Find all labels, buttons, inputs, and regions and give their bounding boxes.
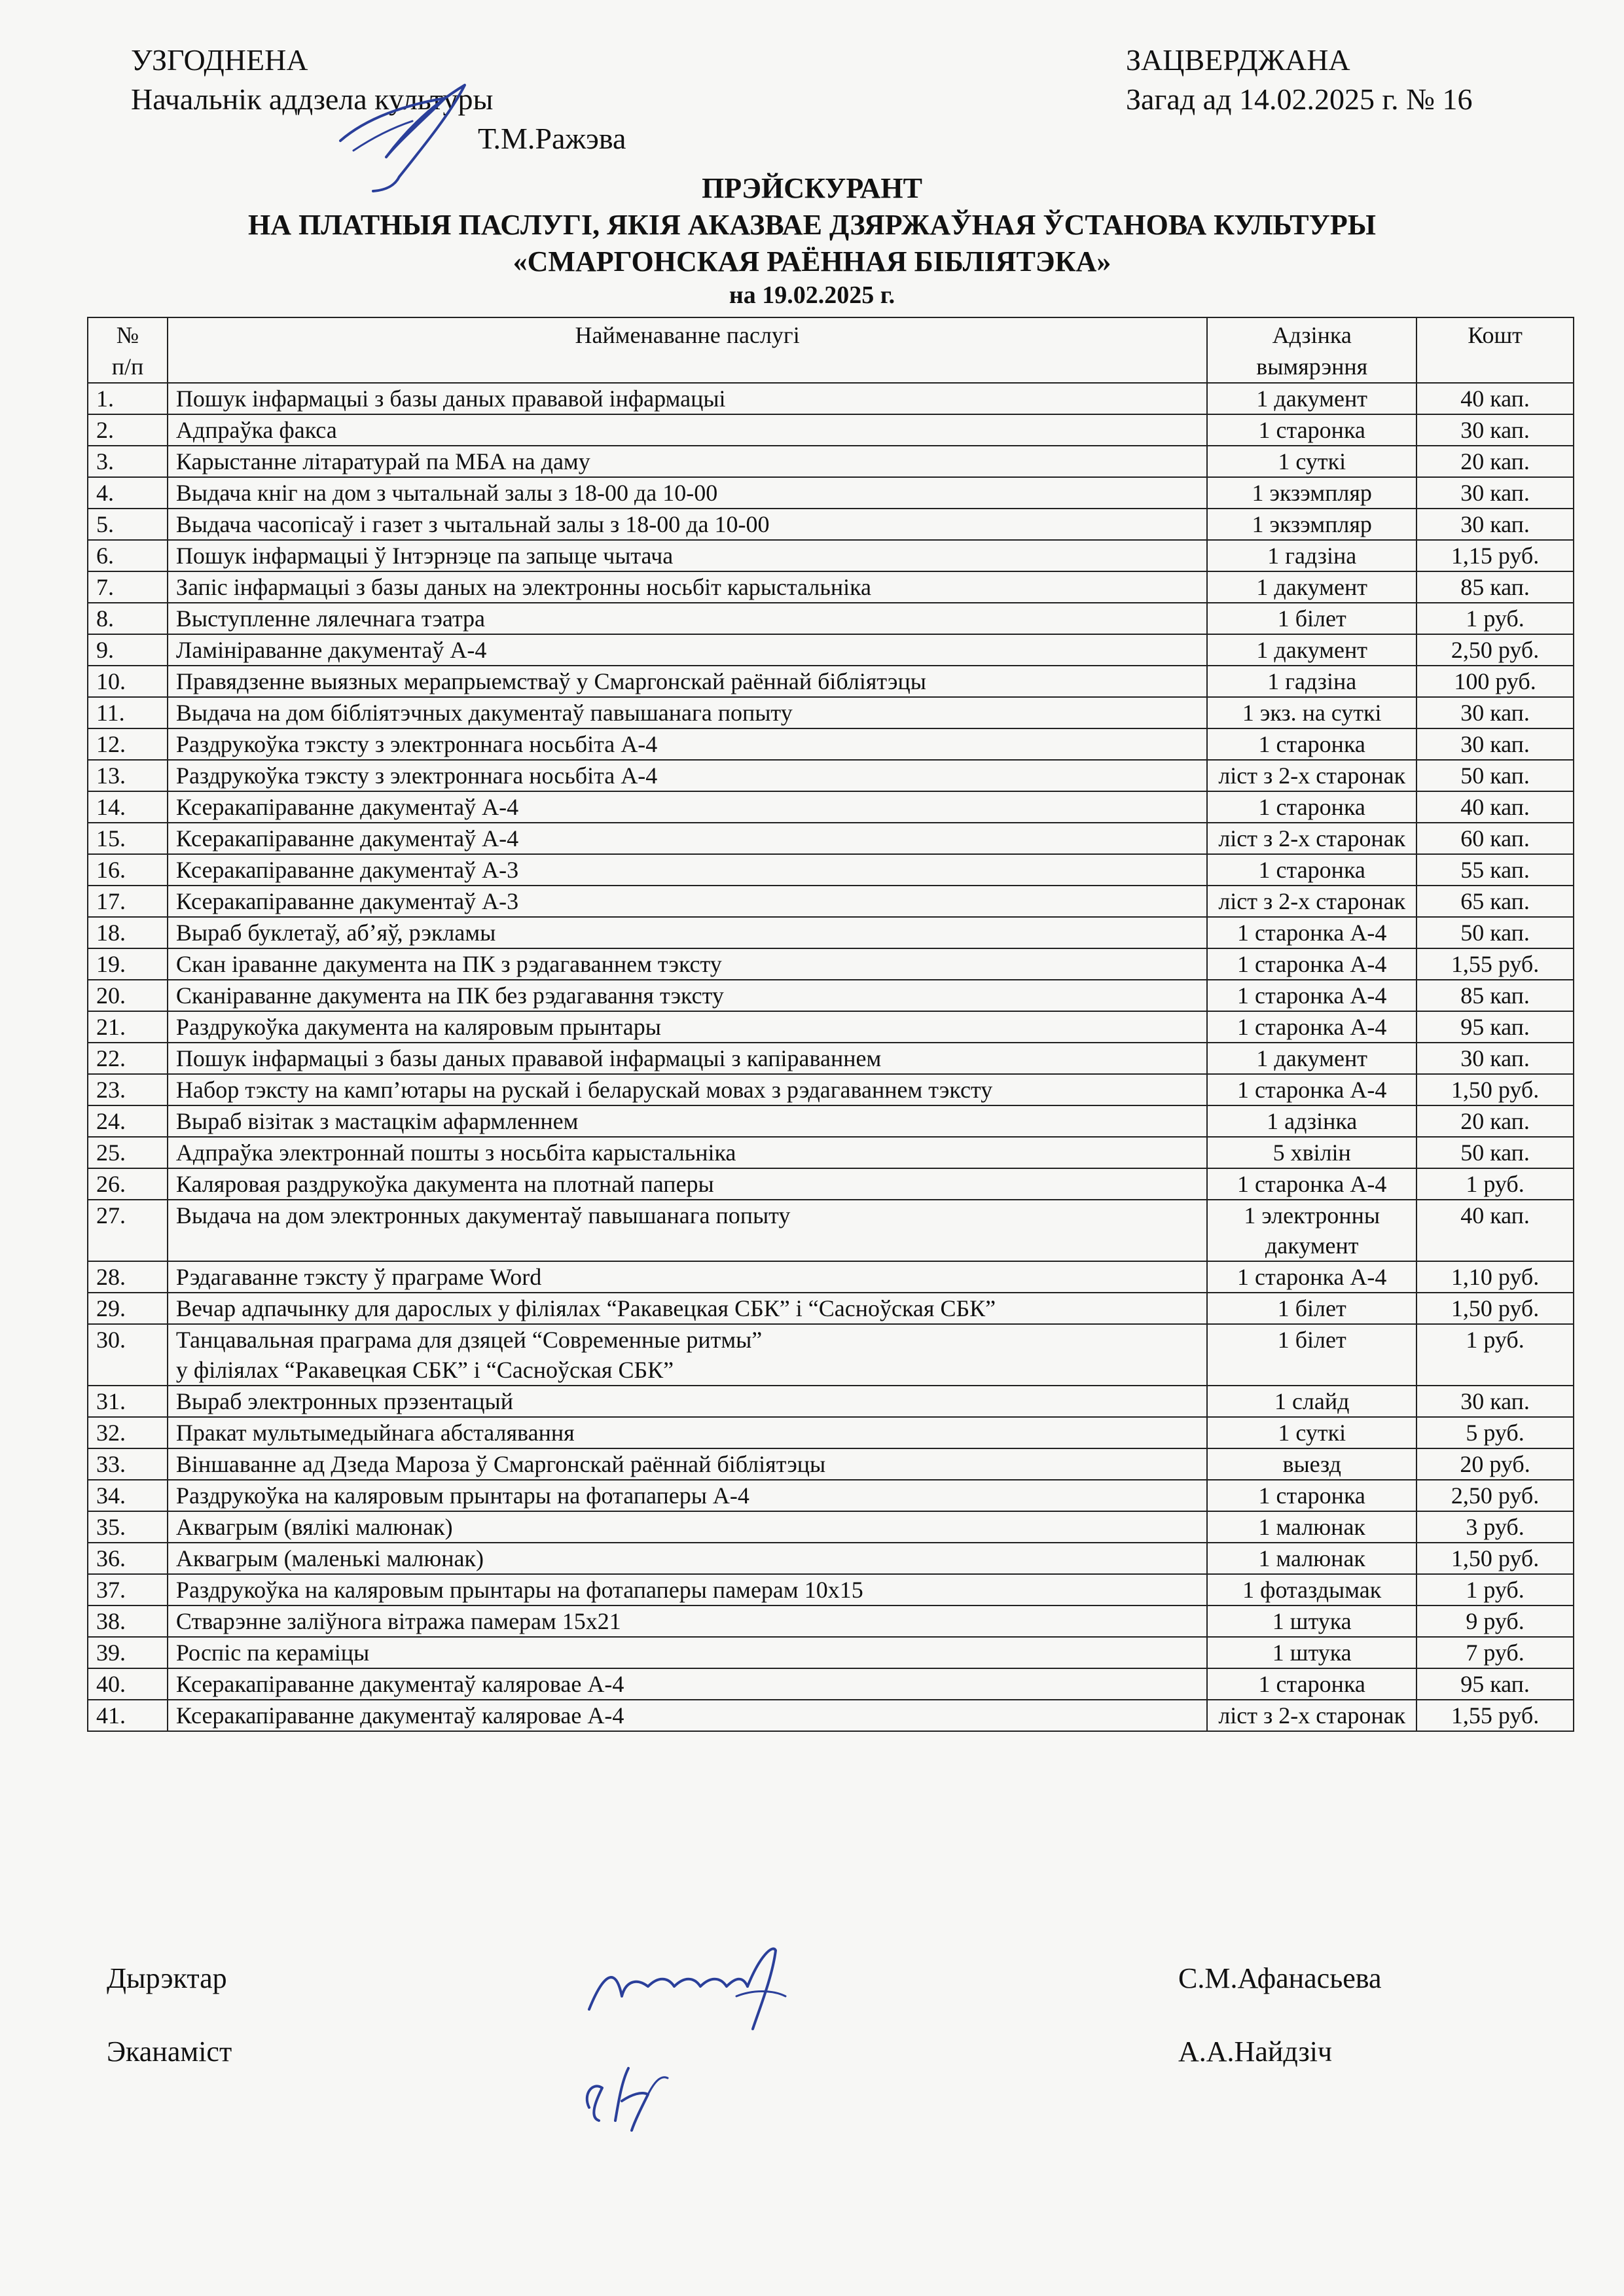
table-body — [88, 383, 1574, 1731]
row-unit: 1 старонка А-4 — [1207, 948, 1416, 980]
row-number: 22. — [88, 1043, 168, 1074]
row-number: 34. — [88, 1480, 168, 1511]
row-number: 9. — [88, 634, 168, 666]
row-number: 7. — [88, 571, 168, 603]
table-row — [88, 948, 1574, 980]
row-price: 1 руб. — [1416, 1574, 1574, 1605]
row-service-name: Выдача кніг на дом з чытальнай залы з 18-00 да 10-00 — [168, 477, 1207, 509]
row-price: 20 кап. — [1416, 446, 1574, 477]
table-row — [88, 634, 1574, 666]
row-number: 6. — [88, 540, 168, 571]
table-row — [88, 571, 1574, 603]
row-unit: ліст з 2-х старонак — [1207, 886, 1416, 917]
table-row — [88, 1386, 1574, 1417]
row-service-name: Каляровая раздрукоўка дакумента на плотнай паперы — [168, 1168, 1207, 1200]
row-service-name: Пошук інфармацыі з базы даных прававой інфармацыі — [168, 383, 1207, 414]
table-row — [88, 1293, 1574, 1324]
row-number: 33. — [88, 1448, 168, 1480]
row-unit: 1 малюнак — [1207, 1543, 1416, 1574]
row-unit: 1 слайд — [1207, 1386, 1416, 1417]
row-service-name: Запіс інфармацыі з базы даных на электронны носьбіт карыстальніка — [168, 571, 1207, 603]
row-price: 60 кап. — [1416, 823, 1574, 854]
signature-director — [576, 1937, 792, 2036]
table-row — [88, 1511, 1574, 1543]
row-number: 17. — [88, 886, 168, 917]
row-unit: 1 старонка — [1207, 1668, 1416, 1700]
row-unit: 5 хвілін — [1207, 1137, 1416, 1168]
row-number: 32. — [88, 1417, 168, 1448]
row-unit: 1 адзінка — [1207, 1105, 1416, 1137]
row-unit: 1 малюнак — [1207, 1511, 1416, 1543]
row-service-name: Ксеракапіраванне дакументаў А-4 — [168, 791, 1207, 823]
row-service-name: Раздрукоўка на каляровым прынтары на фотапаперы памерам 10х15 — [168, 1574, 1207, 1605]
row-unit: 1 старонка А-4 — [1207, 1261, 1416, 1293]
table-row — [88, 1668, 1574, 1700]
table-row — [88, 1200, 1574, 1261]
table-row — [88, 917, 1574, 948]
signature-economist — [569, 2055, 674, 2134]
row-number: 23. — [88, 1074, 168, 1105]
approval-left-position: Начальнік аддзела культуры — [131, 82, 494, 116]
row-number: 24. — [88, 1105, 168, 1137]
table-row — [88, 603, 1574, 634]
row-service-name: Аквагрым (вялікі малюнак) — [168, 1511, 1207, 1543]
row-price: 30 кап. — [1416, 728, 1574, 760]
table-row — [88, 477, 1574, 509]
row-number: 20. — [88, 980, 168, 1011]
row-price: 85 кап. — [1416, 571, 1574, 603]
economist-name: А.А.Найдзіч — [1178, 2036, 1333, 2068]
row-service-name: Скан іраванне дакумента на ПК з рэдагаваннем тэксту — [168, 948, 1207, 980]
row-unit: 1 старонка — [1207, 414, 1416, 446]
title-line-2: НА ПЛАТНЫЯ ПАСЛУГІ, ЯКІЯ АКАЗВАЕ ДЗЯРЖАЎНАЯ ЎСТАНОВА КУЛЬТУРЫ — [248, 209, 1376, 241]
row-unit: 1 штука — [1207, 1637, 1416, 1668]
row-number: 4. — [88, 477, 168, 509]
row-number: 11. — [88, 697, 168, 728]
row-price: 30 кап. — [1416, 477, 1574, 509]
row-price: 40 кап. — [1416, 1200, 1574, 1261]
table-row — [88, 1480, 1574, 1511]
approval-right-block — [1126, 41, 1473, 119]
row-service-name: Вечар адпачынку для дарослых у філіялах “Ракавецкая СБК” і “Сасноўская СБК” — [168, 1293, 1207, 1324]
row-number: 39. — [88, 1637, 168, 1668]
row-price: 1,50 руб. — [1416, 1074, 1574, 1105]
row-price: 65 кап. — [1416, 886, 1574, 917]
row-unit: 1 гадзіна — [1207, 666, 1416, 697]
row-number: 30. — [88, 1324, 168, 1386]
row-service-name: Стварэнне заліўнога вітража памерам 15х21 — [168, 1605, 1207, 1637]
table-row — [88, 1168, 1574, 1200]
row-unit: 1 гадзіна — [1207, 540, 1416, 571]
row-unit: выезд — [1207, 1448, 1416, 1480]
row-number: 13. — [88, 760, 168, 791]
row-service-name: Карыстанне літаратурай па МБА на даму — [168, 446, 1207, 477]
table-row — [88, 1043, 1574, 1074]
table-row — [88, 509, 1574, 540]
row-unit: 1 старонка А-4 — [1207, 1011, 1416, 1043]
row-number: 18. — [88, 917, 168, 948]
row-service-name: Правядзенне выязных мерапрыемстваў у Смаргонскай раённай бібліятэцы — [168, 666, 1207, 697]
row-price: 95 кап. — [1416, 1668, 1574, 1700]
row-number: 29. — [88, 1293, 168, 1324]
table-row — [88, 1261, 1574, 1293]
row-price: 7 руб. — [1416, 1637, 1574, 1668]
row-service-name: Сканіраванне дакумента на ПК без рэдагавання тэксту — [168, 980, 1207, 1011]
row-number: 10. — [88, 666, 168, 697]
row-unit: 1 старонка — [1207, 791, 1416, 823]
price-table — [87, 317, 1574, 1732]
row-unit: 1 старонка А-4 — [1207, 917, 1416, 948]
row-service-name: Набор тэксту на камп’ютары на рускай і беларускай мовах з рэдагаваннем тэксту — [168, 1074, 1207, 1105]
approval-right-order: Загад ад 14.02.2025 г. № 16 — [1126, 82, 1473, 116]
row-service-name: Ксеракапіраванне дакументаў каляровае А-4 — [168, 1700, 1207, 1731]
row-unit: 1 дакумент — [1207, 383, 1416, 414]
row-unit: 1 старонка А-4 — [1207, 1168, 1416, 1200]
row-price: 1 руб. — [1416, 1324, 1574, 1386]
table-row — [88, 1105, 1574, 1137]
row-number: 16. — [88, 854, 168, 886]
row-price: 20 руб. — [1416, 1448, 1574, 1480]
row-service-name: Выраб візітак з мастацкім афармленнем — [168, 1105, 1207, 1137]
row-unit: 1 дакумент — [1207, 571, 1416, 603]
row-unit: ліст з 2-х старонак — [1207, 1700, 1416, 1731]
row-unit: 1 суткі — [1207, 446, 1416, 477]
row-price: 1,55 руб. — [1416, 948, 1574, 980]
row-service-name: Ксеракапіраванне дакументаў А-3 — [168, 854, 1207, 886]
row-number: 21. — [88, 1011, 168, 1043]
row-price: 50 кап. — [1416, 1137, 1574, 1168]
row-price: 9 руб. — [1416, 1605, 1574, 1637]
row-service-name: Раздрукоўка тэксту з электроннага носьбіта А-4 — [168, 728, 1207, 760]
title-line-3: «СМАРГОНСКАЯ РАЁННАЯ БІБЛІЯТЭКА» — [513, 245, 1111, 278]
row-unit: 1 старонка А-4 — [1207, 1074, 1416, 1105]
row-service-name: Роспіс па кераміцы — [168, 1637, 1207, 1668]
row-number: 26. — [88, 1168, 168, 1200]
row-price: 30 кап. — [1416, 414, 1574, 446]
header-number-line-1: № — [116, 322, 139, 348]
row-price: 1 руб. — [1416, 1168, 1574, 1200]
table-row — [88, 1605, 1574, 1637]
row-unit: 1 дакумент — [1207, 634, 1416, 666]
row-number: 1. — [88, 383, 168, 414]
table-row — [88, 1074, 1574, 1105]
title-date: на 19.02.2025 г. — [729, 281, 895, 309]
row-unit: 1 штука — [1207, 1605, 1416, 1637]
row-service-name: Танцавальная праграма для дзяцей “Современные ритмы” у філіялах “Ракавецкая СБК” і “Сасноўская СБК” — [168, 1324, 1207, 1386]
table-row — [88, 666, 1574, 697]
director-name: С.М.Афанасьева — [1178, 1962, 1382, 1994]
row-price: 40 кап. — [1416, 383, 1574, 414]
row-price: 1,10 руб. — [1416, 1261, 1574, 1293]
row-price: 2,50 руб. — [1416, 1480, 1574, 1511]
header-number-line-2: п/п — [111, 353, 144, 380]
row-price: 85 кап. — [1416, 980, 1574, 1011]
row-unit: 1 білет — [1207, 603, 1416, 634]
row-service-name: Выдача на дом бібліятэчных дакументаў павышанага попыту — [168, 697, 1207, 728]
table-row — [88, 1011, 1574, 1043]
header-unit-line-2: вымярэння — [1256, 353, 1368, 380]
economist-title: Эканаміст — [107, 2036, 232, 2068]
table-row — [88, 823, 1574, 854]
row-service-name: Раздрукоўка тэксту з электроннага носьбіта А-4 — [168, 760, 1207, 791]
table-row — [88, 1700, 1574, 1731]
row-price: 95 кап. — [1416, 1011, 1574, 1043]
row-price: 50 кап. — [1416, 760, 1574, 791]
row-service-name: Выраб электронных прэзентацый — [168, 1386, 1207, 1417]
row-service-name: Пошук інфармацыі ў Інтэрнэце па запыце чытача — [168, 540, 1207, 571]
row-number: 8. — [88, 603, 168, 634]
row-unit: 1 экзэмпляр — [1207, 509, 1416, 540]
row-service-name: Выдача на дом электронных дакументаў павышанага попыту — [168, 1200, 1207, 1261]
row-price: 3 руб. — [1416, 1511, 1574, 1543]
row-unit: ліст з 2-х старонак — [1207, 760, 1416, 791]
row-number: 41. — [88, 1700, 168, 1731]
approval-left-status: УЗГОДНЕНА — [131, 43, 308, 77]
document-title — [0, 170, 1624, 310]
row-service-name: Выступленне лялечнага тэатра — [168, 603, 1207, 634]
table-row — [88, 1543, 1574, 1574]
row-price: 30 кап. — [1416, 509, 1574, 540]
approval-left-name: Т.М.Ражэва — [478, 122, 626, 155]
table-row — [88, 697, 1574, 728]
row-price: 1,50 руб. — [1416, 1543, 1574, 1574]
row-price: 1,50 руб. — [1416, 1293, 1574, 1324]
table-row — [88, 728, 1574, 760]
table-row — [88, 1137, 1574, 1168]
row-number: 2. — [88, 414, 168, 446]
row-price: 40 кап. — [1416, 791, 1574, 823]
row-number: 27. — [88, 1200, 168, 1261]
header-unit — [1207, 317, 1416, 383]
table-row — [88, 886, 1574, 917]
row-price: 30 кап. — [1416, 1386, 1574, 1417]
header-number — [88, 317, 168, 383]
row-service-name: Выраб буклетаў, аб’яў, рэкламы — [168, 917, 1207, 948]
row-unit: 1 старонка — [1207, 1480, 1416, 1511]
header-price: Кошт — [1416, 317, 1574, 383]
row-number: 40. — [88, 1668, 168, 1700]
row-service-name: Пошук інфармацыі з базы даных прававой інфармацыі з капіраваннем — [168, 1043, 1207, 1074]
row-number: 25. — [88, 1137, 168, 1168]
table-row — [88, 1448, 1574, 1480]
row-number: 31. — [88, 1386, 168, 1417]
row-number: 14. — [88, 791, 168, 823]
row-service-name: Віншаванне ад Дзеда Мароза ў Смаргонскай раённай бібліятэцы — [168, 1448, 1207, 1480]
row-service-name: Ламініраванне дакументаў А-4 — [168, 634, 1207, 666]
row-number: 37. — [88, 1574, 168, 1605]
row-unit: 1 старонка А-4 — [1207, 980, 1416, 1011]
row-service-name: Аквагрым (маленькі малюнак) — [168, 1543, 1207, 1574]
row-number: 12. — [88, 728, 168, 760]
row-unit: 1 электронны дакумент — [1207, 1200, 1416, 1261]
table-row — [88, 1324, 1574, 1386]
row-unit: 1 дакумент — [1207, 1043, 1416, 1074]
row-service-name: Раздрукоўка дакумента на каляровым прынтары — [168, 1011, 1207, 1043]
row-unit: 1 старонка — [1207, 854, 1416, 886]
row-price: 100 руб. — [1416, 666, 1574, 697]
table-row — [88, 980, 1574, 1011]
row-service-name: Ксеракапіраванне дакументаў А-3 — [168, 886, 1207, 917]
row-service-name: Адпраўка факса — [168, 414, 1207, 446]
row-price: 20 кап. — [1416, 1105, 1574, 1137]
row-price: 1,55 руб. — [1416, 1700, 1574, 1731]
approval-right-status: ЗАЦВЕРДЖАНА — [1126, 43, 1350, 77]
row-service-name: Раздрукоўка на каляровым прынтары на фотапаперы А-4 — [168, 1480, 1207, 1511]
table-row — [88, 791, 1574, 823]
row-price: 30 кап. — [1416, 1043, 1574, 1074]
row-unit: 1 білет — [1207, 1324, 1416, 1386]
table-row — [88, 1417, 1574, 1448]
row-price: 55 кап. — [1416, 854, 1574, 886]
row-unit: 1 суткі — [1207, 1417, 1416, 1448]
row-service-name: Ксеракапіраванне дакументаў А-4 — [168, 823, 1207, 854]
row-unit: 1 экз. на суткі — [1207, 697, 1416, 728]
row-unit: 1 старонка — [1207, 728, 1416, 760]
table-row — [88, 414, 1574, 446]
table-row — [88, 1637, 1574, 1668]
row-service-name: Рэдагаванне тэксту ў праграме Word — [168, 1261, 1207, 1293]
table-row — [88, 760, 1574, 791]
row-number: 15. — [88, 823, 168, 854]
row-price: 5 руб. — [1416, 1417, 1574, 1448]
table-row — [88, 446, 1574, 477]
table-row — [88, 854, 1574, 886]
table-row — [88, 383, 1574, 414]
row-price: 50 кап. — [1416, 917, 1574, 948]
row-unit: 1 фотаздымак — [1207, 1574, 1416, 1605]
director-title: Дырэктар — [107, 1962, 227, 1994]
row-price: 1,15 руб. — [1416, 540, 1574, 571]
row-number: 19. — [88, 948, 168, 980]
row-number: 5. — [88, 509, 168, 540]
row-number: 35. — [88, 1511, 168, 1543]
row-unit: 1 экзэмпляр — [1207, 477, 1416, 509]
title-line-1: ПРЭЙСКУРАНТ — [702, 172, 922, 204]
header-service-name: Найменаванне паслугі — [168, 317, 1207, 383]
row-service-name: Адпраўка электроннай пошты з носьбіта карыстальніка — [168, 1137, 1207, 1168]
table-header-row — [88, 317, 1574, 383]
table-row — [88, 1574, 1574, 1605]
row-unit: ліст з 2-х старонак — [1207, 823, 1416, 854]
row-number: 36. — [88, 1543, 168, 1574]
table-row — [88, 540, 1574, 571]
row-unit: 1 білет — [1207, 1293, 1416, 1324]
row-price: 2,50 руб. — [1416, 634, 1574, 666]
row-number: 28. — [88, 1261, 168, 1293]
row-service-name: Выдача часопісаў і газет з чытальнай залы з 18-00 да 10-00 — [168, 509, 1207, 540]
header-unit-line-1: Адзінка — [1272, 322, 1352, 348]
row-price: 1 руб. — [1416, 603, 1574, 634]
row-number: 38. — [88, 1605, 168, 1637]
row-service-name: Ксеракапіраванне дакументаў каляровае А-4 — [168, 1668, 1207, 1700]
row-price: 30 кап. — [1416, 697, 1574, 728]
row-number: 3. — [88, 446, 168, 477]
row-service-name: Пракат мультымедыйнага абсталявання — [168, 1417, 1207, 1448]
